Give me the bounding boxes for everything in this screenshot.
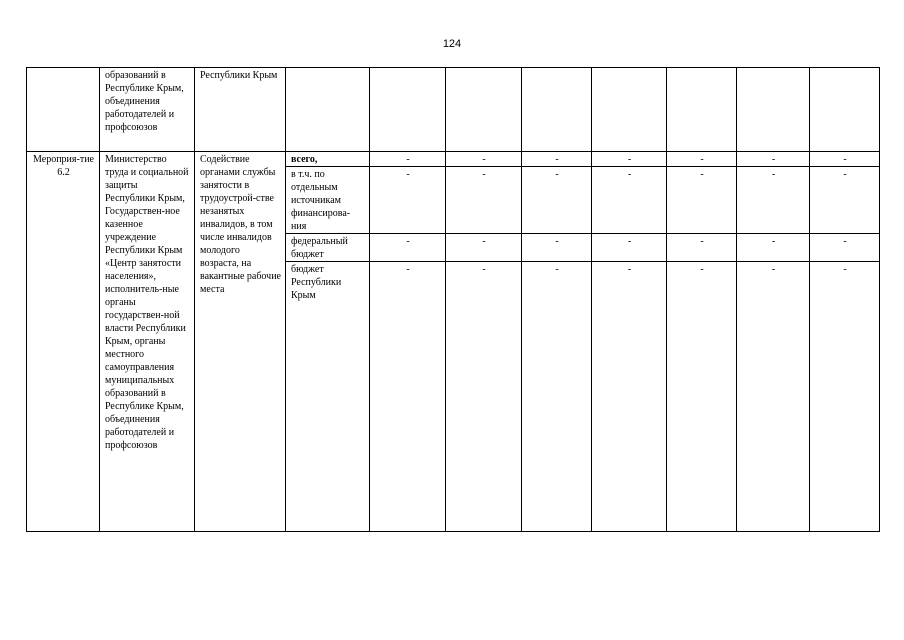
source-cell: бюджет Республики Крым [286,262,370,532]
value-cell: - [810,262,880,532]
value-cell: - [522,262,592,532]
event-cell: Мероприя-тие 6.2 [27,152,100,532]
value-cell: - [522,167,592,234]
source-cell: в т.ч. по отдельным источникам финансирова-ния [286,167,370,234]
value-cell: - [370,234,446,262]
value-cell: - [592,152,667,167]
event-cell [27,68,100,152]
value-cell: - [592,167,667,234]
value-cell: - [810,167,880,234]
value-cell: - [446,234,522,262]
table-row [27,68,880,152]
value-cell: - [810,234,880,262]
content-cell: Республики Крым [195,68,286,152]
value-cell: - [446,167,522,234]
value-cell: - [667,234,737,262]
financing-table [26,67,880,532]
value-cell: - [737,234,810,262]
value-cell: - [522,234,592,262]
value-cell: - [446,152,522,167]
value-cell: - [522,152,592,167]
source-cell [286,68,370,152]
value-cell: - [737,167,810,234]
value-cell: - [446,262,522,532]
value-cell: - [667,262,737,532]
content-cell: Содействие органами службы занятости в трудоустрой-стве незанятых инвалидов, в том числе инвалидов молодого возраста, на вакантные рабочие места [195,152,286,532]
value-cell: - [667,152,737,167]
executor-cell: образований в Республике Крым, объединения работодателей и профсоюзов [100,68,195,152]
value-cell: - [370,152,446,167]
source-cell: федеральный бюджет [286,234,370,262]
page-number: 124 [442,38,462,50]
value-cell: - [592,262,667,532]
value-cell: - [737,262,810,532]
table-row [27,152,880,167]
value-cell: - [370,262,446,532]
value-cell: - [810,152,880,167]
value-cell: - [737,152,810,167]
value-cell: - [370,167,446,234]
value-cell: - [592,234,667,262]
executor-cell: Министерство труда и социальной защиты Республики Крым, Государствен-ное казенное учреждение Республики Крым «Центр занятости населения», исполнитель-ные органы государствен-ной власти Республики Крым, органы местного самоуправления муниципальных образований в Республике Крым, объединения работодателей и профсоюзов [100,152,195,532]
source-cell: всего, [286,152,370,167]
value-cell: - [667,167,737,234]
